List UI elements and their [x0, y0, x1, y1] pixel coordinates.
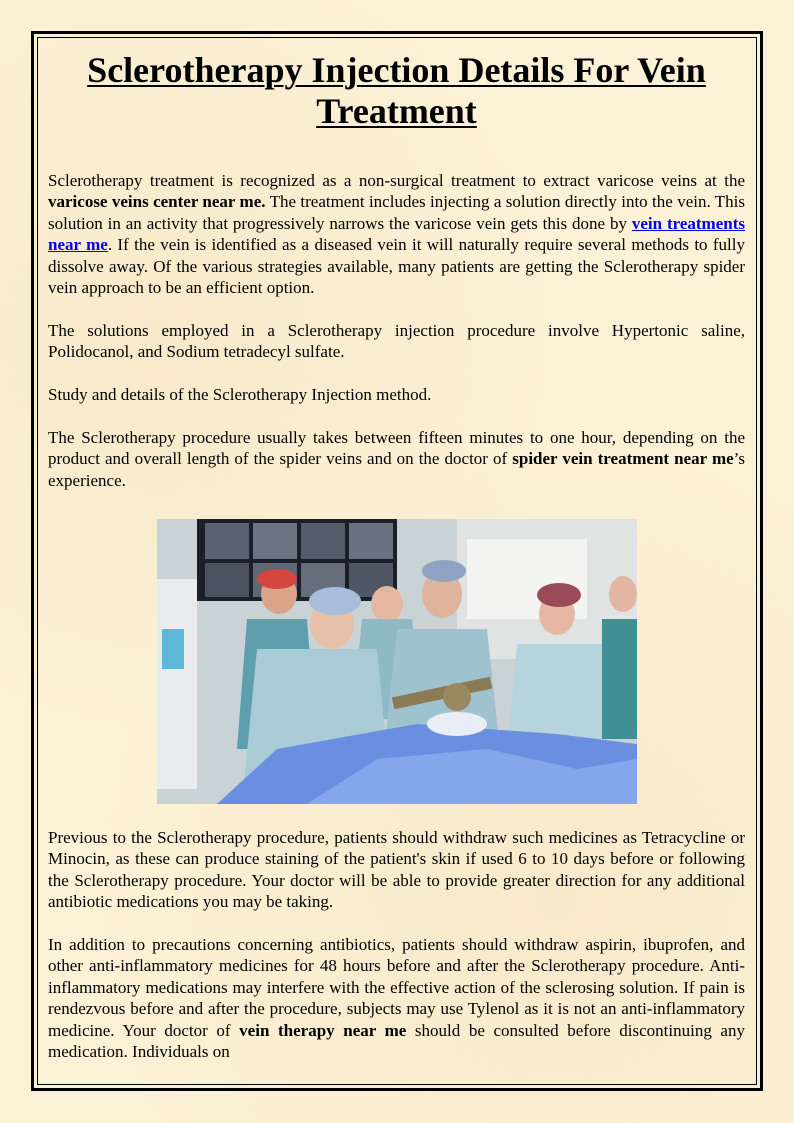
keyword-vein-therapy: vein therapy near me: [239, 1020, 407, 1040]
paragraph-medicines: Previous to the Sclerotherapy procedure, patients should withdraw such medicines as Tetracycline or Minocin, as these can produce staining of the patient's skin if used 6 to 10 days before or following the Sclerotherapy procedure. Your doctor will be able to provide greater direction for any additional antibiotic medications you may be taking.: [48, 828, 745, 912]
vein-treatments-link[interactable]: vein treatments near me: [48, 213, 745, 255]
page-title: Sclerotherapy Injection Details For Vein Treatment: [87, 50, 706, 131]
paragraph-study: Study and details of the Sclerotherapy Injection method.: [48, 385, 432, 405]
surgery-illustration: [157, 519, 637, 804]
paragraph-precautions: In addition to precautions concerning antibiotics, patients should withdraw aspirin, ibuprofen, and other anti-inflammatory medicines for 48 hours before and after the Sclerotherapy procedure. Anti-inflammatory medications may interfere with the effective action of the sclerosing solution. If pain is rendezvous before and after the procedure, subjects may use Tylenol as it is not an anti-inflammatory medicine. Your doctor of vein therapy near me should be consulted before discontinuing any medication. Individuals on: [48, 935, 745, 1062]
document-body: [48, 50, 745, 1063]
surgery-photo: [157, 519, 637, 804]
keyword-varicose-veins-center: varicose veins center near me.: [48, 192, 266, 212]
keyword-spider-vein-treatment: spider vein treatment near me: [512, 449, 734, 469]
paragraph-intro: Sclerotherapy treatment is recognized as a non-surgical treatment to extract varicose veins at the varicose veins center near me. The treatment includes injecting a solution directly into the vein. This solution in an activity that progressively narrows the varicose vein gets this done by vein treatments near me. If the vein is identified as a diseased vein it will naturally require several methods to fully dissolve away. Of the various strategies available, many patients are getting the Sclerotherapy spider vein approach to be an efficient option.: [48, 171, 746, 298]
paragraph-solutions: The solutions employed in a Sclerotherapy injection procedure involve Hypertonic saline, Polidocanol, and Sodium tetradecyl sulfate.: [48, 320, 745, 362]
paragraph-duration: The Sclerotherapy procedure usually takes between fifteen minutes to one hour, depending on the product and overall length of the spider veins and on the doctor of spider vein treatment near me’s experience.: [48, 427, 745, 490]
